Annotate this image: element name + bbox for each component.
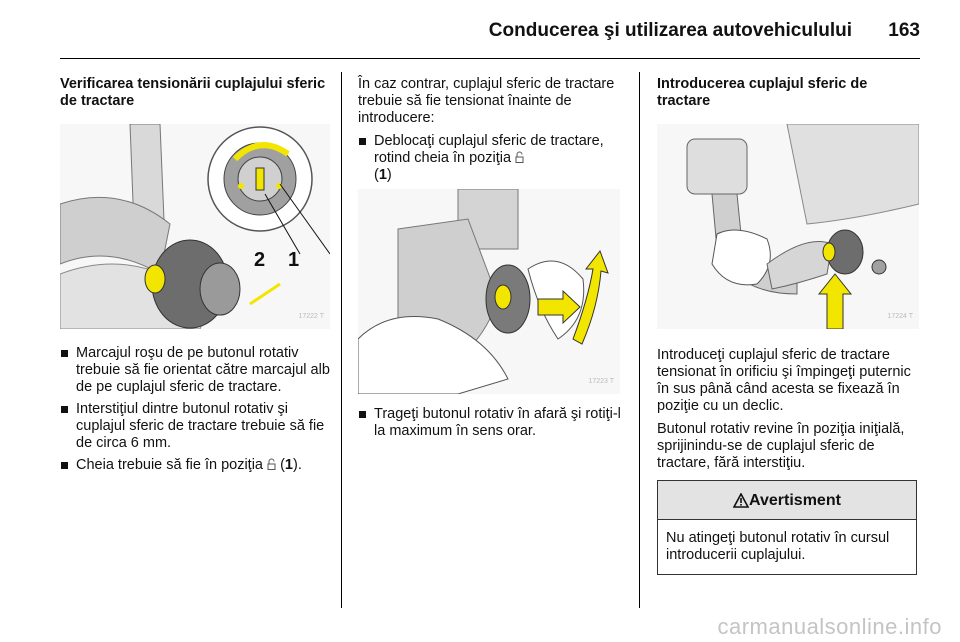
list-item (60, 345, 330, 396)
list-item (358, 406, 626, 440)
paragraph: Introduceţi cuplajul sferic de tractare tensionat în orificiu şi împingeţi puternic în sus până când acesta se fixează în poziţie cu un declic. (657, 347, 911, 414)
section-heading: Verificarea tensionării cuplajului sferic de tractare (60, 76, 326, 109)
figure-code: 17224 T (887, 313, 913, 320)
watermark: carmanualsonline.info (717, 614, 942, 639)
paren-open: ( (374, 167, 379, 183)
paren-close: ). (292, 457, 302, 473)
column-divider (639, 72, 640, 608)
list-item-text: Cheia trebuie să fie în poziţia (76, 457, 263, 473)
figure-insert-ball-coupling (657, 124, 919, 329)
paren-close: ) (386, 167, 392, 183)
list-item (60, 457, 330, 474)
figure-pull-rotate-knob (358, 189, 620, 394)
column-2 (358, 76, 626, 445)
figure-label-2: 2 (254, 249, 266, 271)
paragraph: Butonul rotativ revine în poziţia iniţială, sprijinindu-se de cuplajul sferic de tractare, fără interstiţiu. (657, 421, 905, 471)
intro-paragraph: În caz contrar, cuplajul sferic de tractare trebuie să fie tensionat înainte de introducere: (358, 76, 615, 126)
warning-box (657, 480, 917, 575)
list-item-text: Trageţi butonul rotativ în afară şi rotiţi-l la maximum în sens orar. (374, 406, 621, 439)
section-heading: Introducerea cuplajul sferic de tractare (657, 76, 868, 109)
bullet-icon (61, 462, 68, 469)
warning-title: Avertisment (749, 491, 841, 509)
figure-tension-check (60, 124, 330, 329)
warning-text: Nu atingeţi butonul rotativ în cursul introducerii cuplajului. (666, 530, 890, 563)
warning-header (658, 481, 916, 520)
position-number: 1 (378, 167, 387, 183)
bullet-icon (359, 411, 366, 418)
warning-triangle-icon (733, 493, 749, 508)
bullet-icon (61, 350, 68, 357)
column-1 (60, 76, 330, 479)
list-item-text: Deblocaţi cuplajul sferic de tractare, rotind cheia în poziţia (374, 133, 604, 166)
list-item (358, 133, 626, 184)
header-rule (60, 58, 920, 59)
column-divider (341, 72, 342, 608)
paren-open: ( (280, 457, 285, 473)
page-header (60, 14, 920, 54)
figure-label-1: 1 (288, 249, 300, 271)
list-item-text: Interstiţiul dintre butonul rotativ şi cuplajul sferic de tractare trebuie să fie de circa 6 mm. (76, 401, 325, 451)
bullet-icon (61, 406, 68, 413)
unlocked-padlock-icon (267, 458, 276, 470)
list-item (60, 401, 330, 452)
unlocked-padlock-icon (515, 151, 524, 163)
figure-code: 17222 T (298, 313, 324, 320)
position-number: 1 (284, 457, 293, 473)
figure-code: 17223 T (588, 378, 614, 385)
bullet-icon (359, 138, 366, 145)
page-number: 163 (888, 20, 920, 41)
page-title: Conducerea şi utilizarea autovehiculului (488, 20, 852, 41)
column-3 (657, 76, 922, 575)
list-item-text: Marcajul roşu de pe butonul rotativ trebuie să fie orientat către marcajul alb de pe cuplajul sferic de tractare. (76, 345, 330, 395)
